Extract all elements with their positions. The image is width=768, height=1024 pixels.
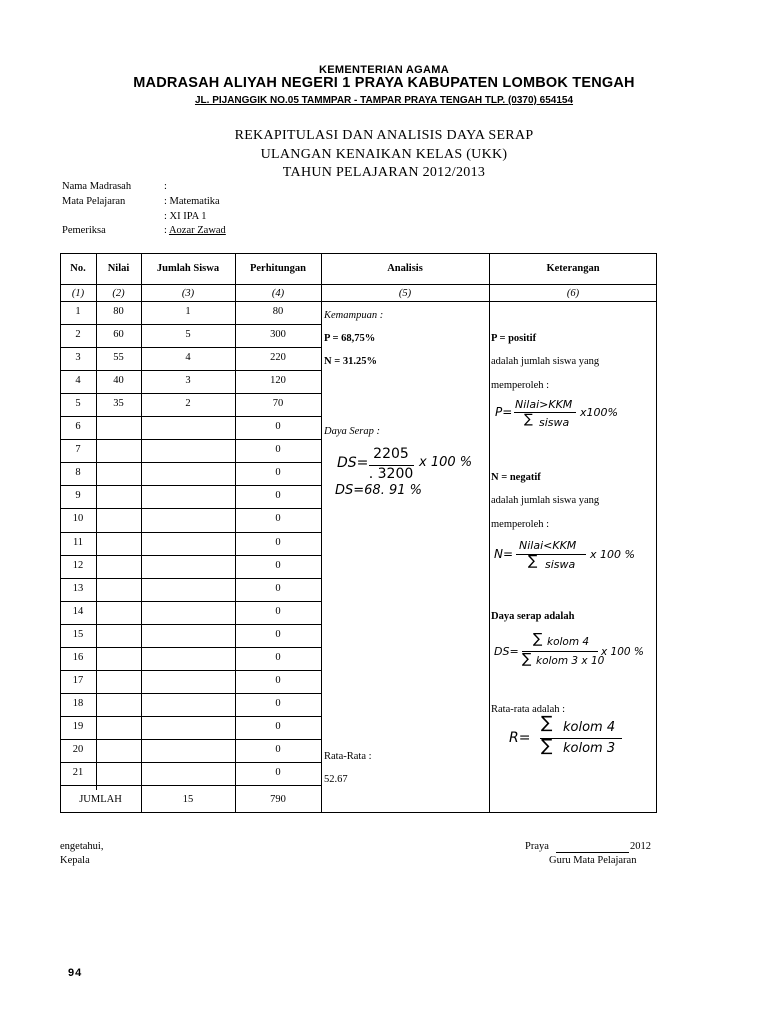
ministry-heading: KEMENTERIAN AGAMA xyxy=(319,64,449,76)
page-number: 94 xyxy=(68,967,83,979)
cell-nilai: 35 xyxy=(113,398,124,410)
mapel-value: : Matematika xyxy=(164,196,220,207)
cell-no: 12 xyxy=(72,559,84,571)
p-desc-2: memperoleh : xyxy=(491,380,550,391)
subheader-2: (2) xyxy=(112,288,125,299)
title-line-2: ULANGAN KENAIKAN KELAS (UKK) xyxy=(260,147,508,162)
cell-perhitungan: 0 xyxy=(275,490,281,502)
cell-no: 8 xyxy=(75,467,81,479)
madrasah-value: : xyxy=(164,181,167,192)
ds-def-tail: x 100 % xyxy=(601,646,644,658)
ds-def-denominator: kolom 3 x 10 xyxy=(536,655,605,667)
r-formula-numerator: kolom 4 xyxy=(563,720,616,735)
n-formula-tail: x 100 % xyxy=(590,548,635,561)
praya-year: 2012 xyxy=(630,841,651,852)
mengetahui-label: engetahui, xyxy=(60,841,104,852)
cell-perhitungan: 80 xyxy=(272,306,284,317)
ds-formula-numerator: 2205 xyxy=(373,446,409,462)
cell-no: 15 xyxy=(72,628,84,640)
guru-label: Guru Mata Pelajaran xyxy=(549,855,637,866)
header-nilai: Nilai xyxy=(107,263,130,274)
ds-formula-denominator: . 3200 xyxy=(368,466,414,482)
subheader-4: (4) xyxy=(271,288,285,299)
p-formula-tail: x100% xyxy=(580,406,618,419)
pemeriksa-colon: : xyxy=(164,225,169,236)
ds-formula-tail: x 100 % xyxy=(419,455,473,470)
r-formula-denominator: kolom 3 xyxy=(563,741,616,756)
cell-perhitungan: 70 xyxy=(272,398,284,410)
ds-result: DS=68. 91 % xyxy=(335,483,422,498)
cell-perhitungan: 0 xyxy=(275,421,281,433)
n-formula-denominator: siswa xyxy=(545,558,576,571)
cell-perhitungan: 0 xyxy=(275,720,281,732)
pemeriksa-value: Aozar Zawad xyxy=(168,225,226,236)
pemeriksa-label: Pemeriksa xyxy=(62,225,106,236)
header-no: No. xyxy=(70,263,86,274)
cell-no: 1 xyxy=(75,306,81,317)
n-fraction-bar xyxy=(516,554,586,555)
cell-no: 20 xyxy=(72,743,84,755)
kepala-label: Kepala xyxy=(60,855,90,866)
n-percentage: N = 31.25% xyxy=(324,356,377,367)
cell-perhitungan: 120 xyxy=(270,375,286,387)
cell-nilai: 60 xyxy=(113,329,124,341)
ds-def-fraction-bar xyxy=(522,651,598,652)
cell-no: 21 xyxy=(72,767,84,778)
kemampuan-label: Kemampuan : xyxy=(324,310,384,321)
cell-perhitungan: 0 xyxy=(275,697,281,709)
p-formula-lhs: P= xyxy=(495,405,513,419)
daya-serap-title: Daya serap adalah xyxy=(491,611,575,622)
cell-nilai: 55 xyxy=(113,352,124,364)
ds-def-numerator: kolom 4 xyxy=(547,636,590,648)
cell-perhitungan: 0 xyxy=(275,536,281,548)
cell-no: 19 xyxy=(72,720,84,732)
p-sigma: ∑ xyxy=(524,412,533,427)
cell-no: 2 xyxy=(75,329,81,341)
rata-value: 52.67 xyxy=(324,774,348,785)
cell-no: 5 xyxy=(75,398,81,410)
ds-formula-lhs: DS= xyxy=(337,455,369,471)
total-perhitungan: 790 xyxy=(270,794,286,805)
subheader-3: (3) xyxy=(181,288,195,299)
cell-perhitungan: 0 xyxy=(275,605,281,617)
cell-no: 16 xyxy=(72,651,84,663)
cell-jumlah-siswa: 1 xyxy=(185,306,191,317)
p-formula-denominator: siswa xyxy=(539,416,570,429)
ds-def-sigma-top: ∑ xyxy=(533,631,543,647)
cell-perhitungan: 0 xyxy=(275,559,281,571)
date-blank-line xyxy=(556,852,629,853)
title-line-1: REKAPITULASI DAN ANALISIS DAYA SERAP xyxy=(234,128,534,143)
cell-no: 4 xyxy=(75,375,81,387)
cell-nilai: 40 xyxy=(113,375,124,387)
cell-no: 3 xyxy=(75,352,81,364)
cell-no: 10 xyxy=(72,513,84,525)
school-address: JL. PIJANGGIK NO.05 TAMMPAR - TAMPAR PRAYA TENGAH TLP. (0370) 654154 xyxy=(194,95,574,106)
cell-perhitungan: 0 xyxy=(275,743,281,755)
cell-no: 14 xyxy=(72,605,84,617)
rata-label: Rata-Rata : xyxy=(324,751,372,762)
ds-def-sigma-bottom: ∑ xyxy=(522,651,532,667)
p-desc-1: adalah jumlah siswa yang xyxy=(491,356,600,367)
cell-no: 7 xyxy=(75,444,81,456)
cell-no: 6 xyxy=(75,421,81,433)
cell-nilai: 80 xyxy=(113,306,124,317)
n-title: N = negatif xyxy=(491,472,541,483)
n-formula-lhs: N= xyxy=(494,547,514,561)
subheader-6: (6) xyxy=(566,288,580,299)
daya-serap-label: Daya Serap : xyxy=(324,426,380,437)
p-percentage: P = 68,75% xyxy=(324,333,376,344)
cell-perhitungan: 0 xyxy=(275,651,281,663)
mapel-label: Mata Pelajaran xyxy=(62,196,126,207)
p-formula-numerator: Nilai>KKM xyxy=(515,398,573,411)
cell-perhitungan: 0 xyxy=(275,582,281,594)
n-desc-2: memperoleh : xyxy=(491,519,550,530)
cell-jumlah-siswa: 4 xyxy=(185,352,191,364)
cell-perhitungan: 300 xyxy=(270,329,286,341)
cell-perhitungan: 0 xyxy=(275,674,281,686)
header-analisis: Analisis xyxy=(387,263,423,274)
n-sigma: ∑ xyxy=(528,553,538,569)
cell-no: 9 xyxy=(75,490,81,502)
total-siswa: 15 xyxy=(182,794,194,805)
cell-no: 11 xyxy=(72,536,84,548)
cell-perhitungan: 0 xyxy=(275,467,281,479)
praya-label: Praya xyxy=(525,841,549,852)
header-keterangan: Keterangan xyxy=(546,263,600,274)
cell-perhitungan: 0 xyxy=(275,444,281,456)
r-sigma-bottom: ∑ xyxy=(541,736,553,756)
p-title: P = positif xyxy=(491,333,537,344)
cell-no: 13 xyxy=(72,582,84,594)
cell-jumlah-siswa: 5 xyxy=(185,329,191,341)
cell-no: 18 xyxy=(72,697,84,709)
title-line-3: TAHUN PELAJARAN 2012/2013 xyxy=(282,165,486,180)
n-desc-1: adalah jumlah siswa yang xyxy=(491,495,600,506)
subheader-5: (5) xyxy=(398,288,412,299)
ds-def-lhs: DS= xyxy=(494,645,519,658)
madrasah-label: Nama Madrasah xyxy=(62,181,132,192)
cell-perhitungan: 220 xyxy=(270,352,286,364)
school-heading: MADRASAH ALIYAH NEGERI 1 PRAYA KABUPATEN LOMBOK TENGAH xyxy=(133,75,635,91)
header-jumlah-siswa: Jumlah Siswa xyxy=(156,263,220,274)
cell-no: 17 xyxy=(72,674,84,686)
kelas-value: : XI IPA 1 xyxy=(164,211,207,222)
cell-perhitungan: 0 xyxy=(275,628,281,640)
cell-perhitungan: 0 xyxy=(275,767,281,778)
cell-perhitungan: 0 xyxy=(275,513,281,525)
r-formula-lhs: R= xyxy=(509,730,531,746)
header-perhitungan: Perhitungan xyxy=(249,263,306,274)
r-sigma-top: ∑ xyxy=(541,713,553,733)
total-label: JUMLAH xyxy=(79,794,122,805)
rata-title: Rata-rata adalah : xyxy=(491,704,566,715)
n-formula-numerator: Nilai<KKM xyxy=(519,539,577,552)
cell-jumlah-siswa: 2 xyxy=(185,398,191,410)
subheader-1: (1) xyxy=(71,288,85,299)
cell-jumlah-siswa: 3 xyxy=(185,375,191,387)
